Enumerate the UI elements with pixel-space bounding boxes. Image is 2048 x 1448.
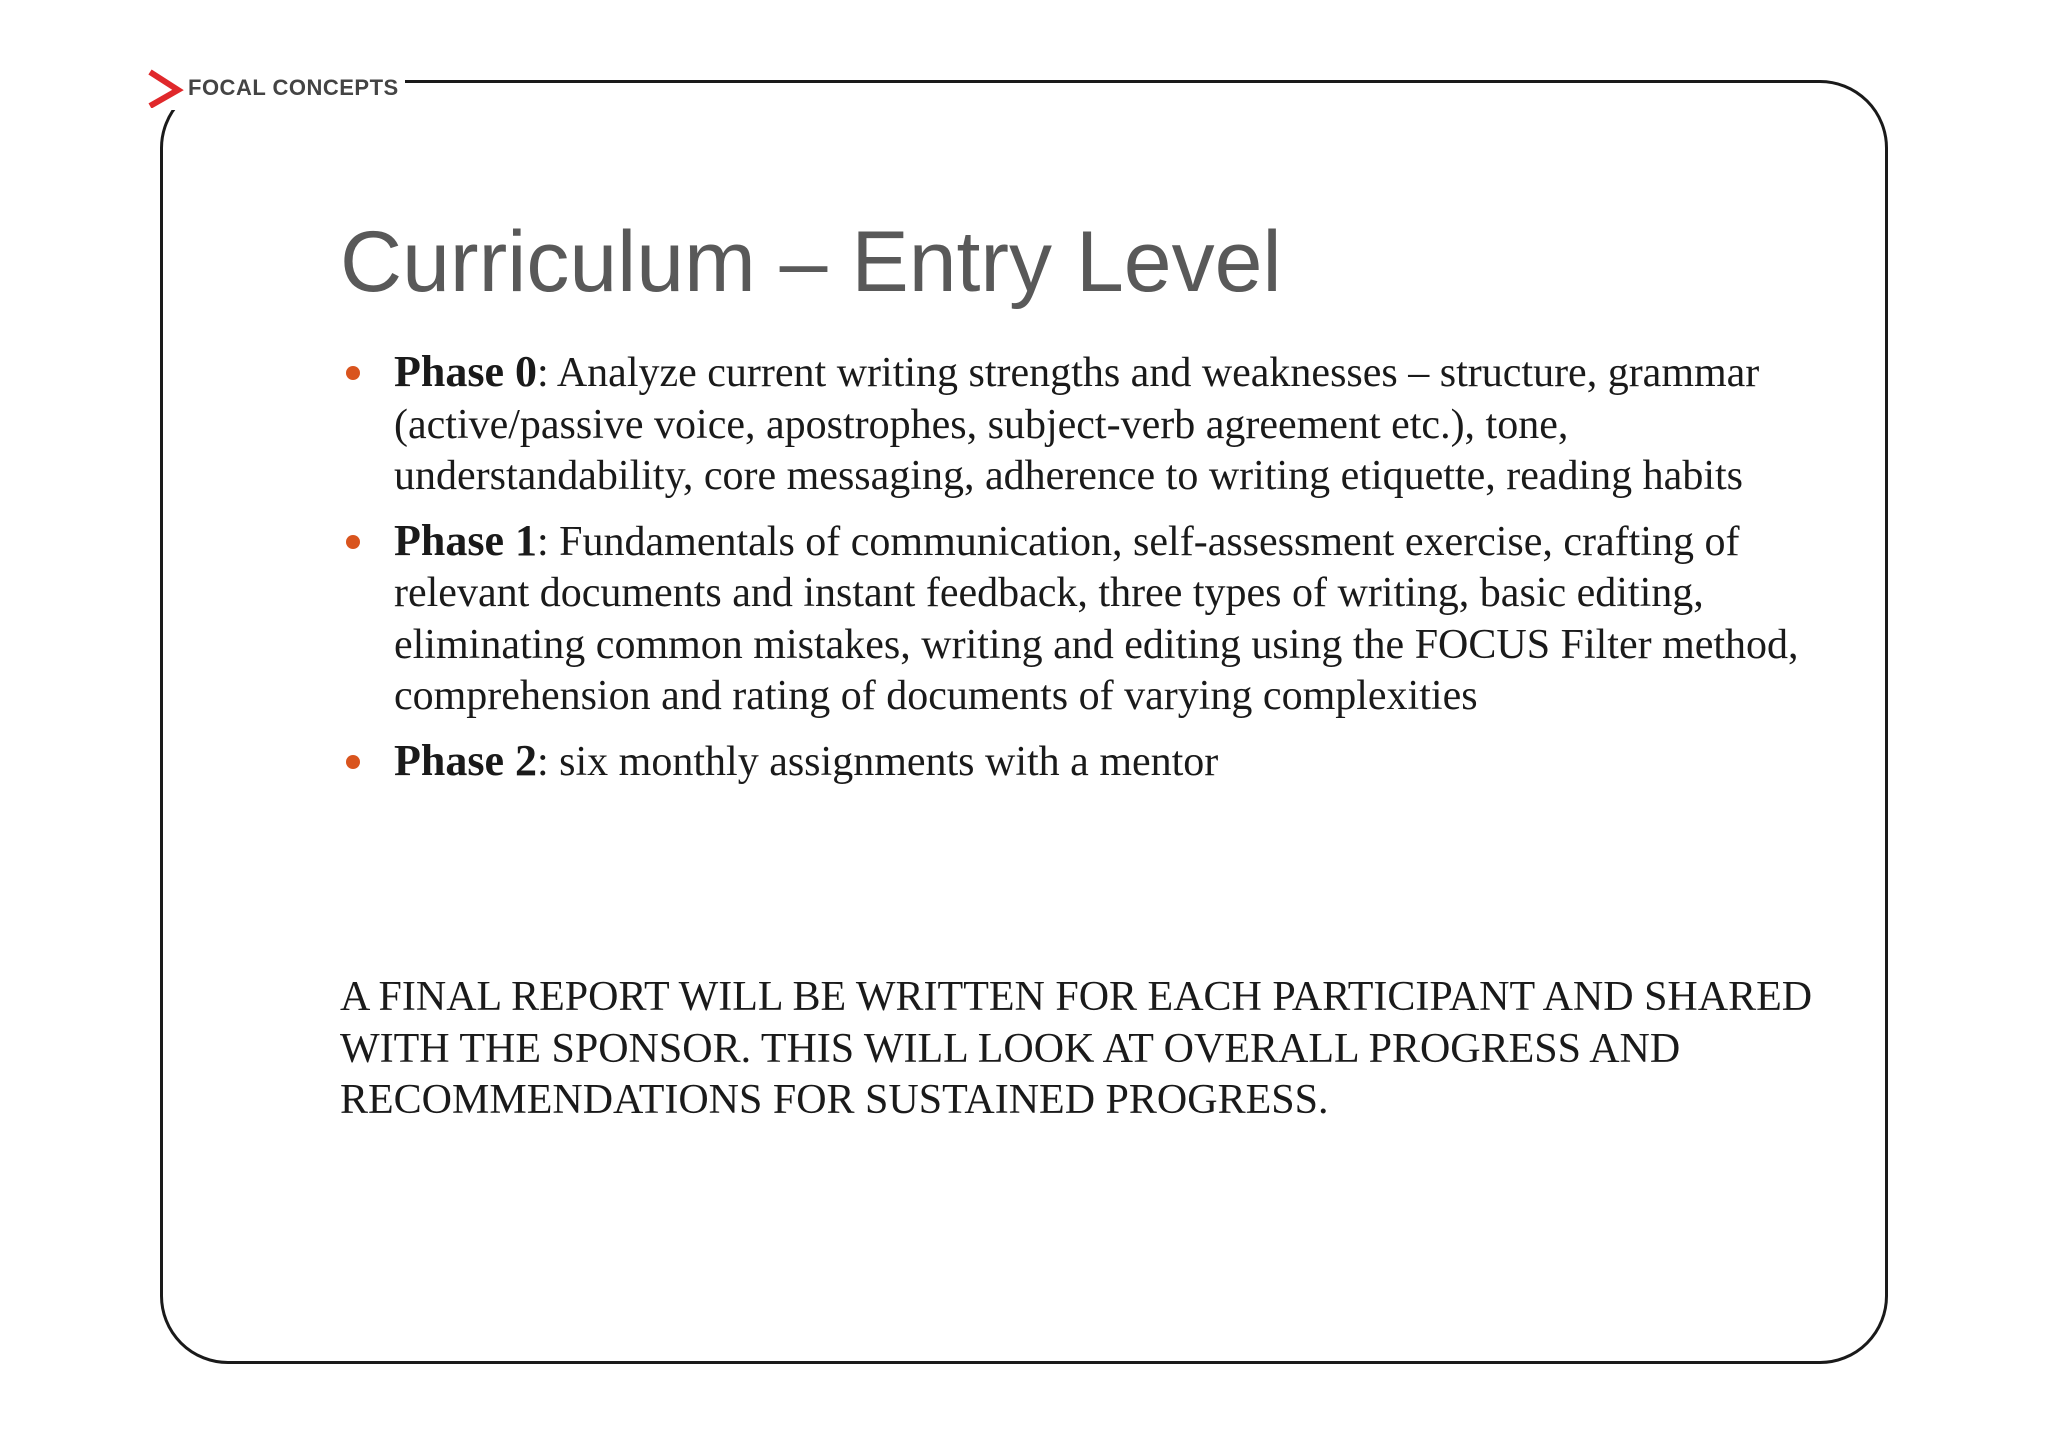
phase-1-text: : Fundamentals of communication, self-assessment exercise, crafting of relevant documents and instant feedback, three types of writing, basic editing, eliminating common mistakes, writing and editing using the FOCUS Filter method, comprehension and rating of documents of varying complexities — [394, 518, 1799, 719]
phase-2-text: : six monthly assignments with a mentor — [537, 738, 1219, 785]
phase-2-item — [340, 735, 1810, 789]
phase-0-text: : Analyze current writing strengths and weaknesses – structure, grammar (active/passive voice, apostrophes, subject-verb agreement etc.), tone, understandability, core messaging, adherence to writing etiquette, reading habits — [394, 350, 1760, 499]
bullet-dot-icon — [346, 366, 360, 380]
phase-2-label: Phase 2 — [394, 735, 537, 785]
logo-text: FOCAL CONCEPTS — [188, 75, 399, 100]
phase-1-item — [340, 515, 1810, 723]
focal-concepts-logo — [144, 66, 405, 110]
final-report-note: A FINAL REPORT WILL BE WRITTEN FOR EACH PARTICIPANT AND SHARED WITH THE SPONSOR. THIS WILL LOOK AT OVERALL PROGRESS AND RECOMMENDATIONS FOR SUSTAINED PROGRESS. — [340, 974, 1813, 1123]
phase-list — [340, 346, 1810, 800]
bullet-dot-icon — [346, 755, 360, 769]
phase-1-label: Phase 1 — [394, 515, 537, 565]
bullet-dot-icon — [346, 535, 360, 549]
phase-0-label: Phase 0 — [394, 347, 537, 396]
chevron-logo-icon — [144, 68, 184, 108]
slide-title: Curriculum – Entry Level — [340, 214, 1282, 310]
phase-0-item — [340, 346, 1810, 503]
